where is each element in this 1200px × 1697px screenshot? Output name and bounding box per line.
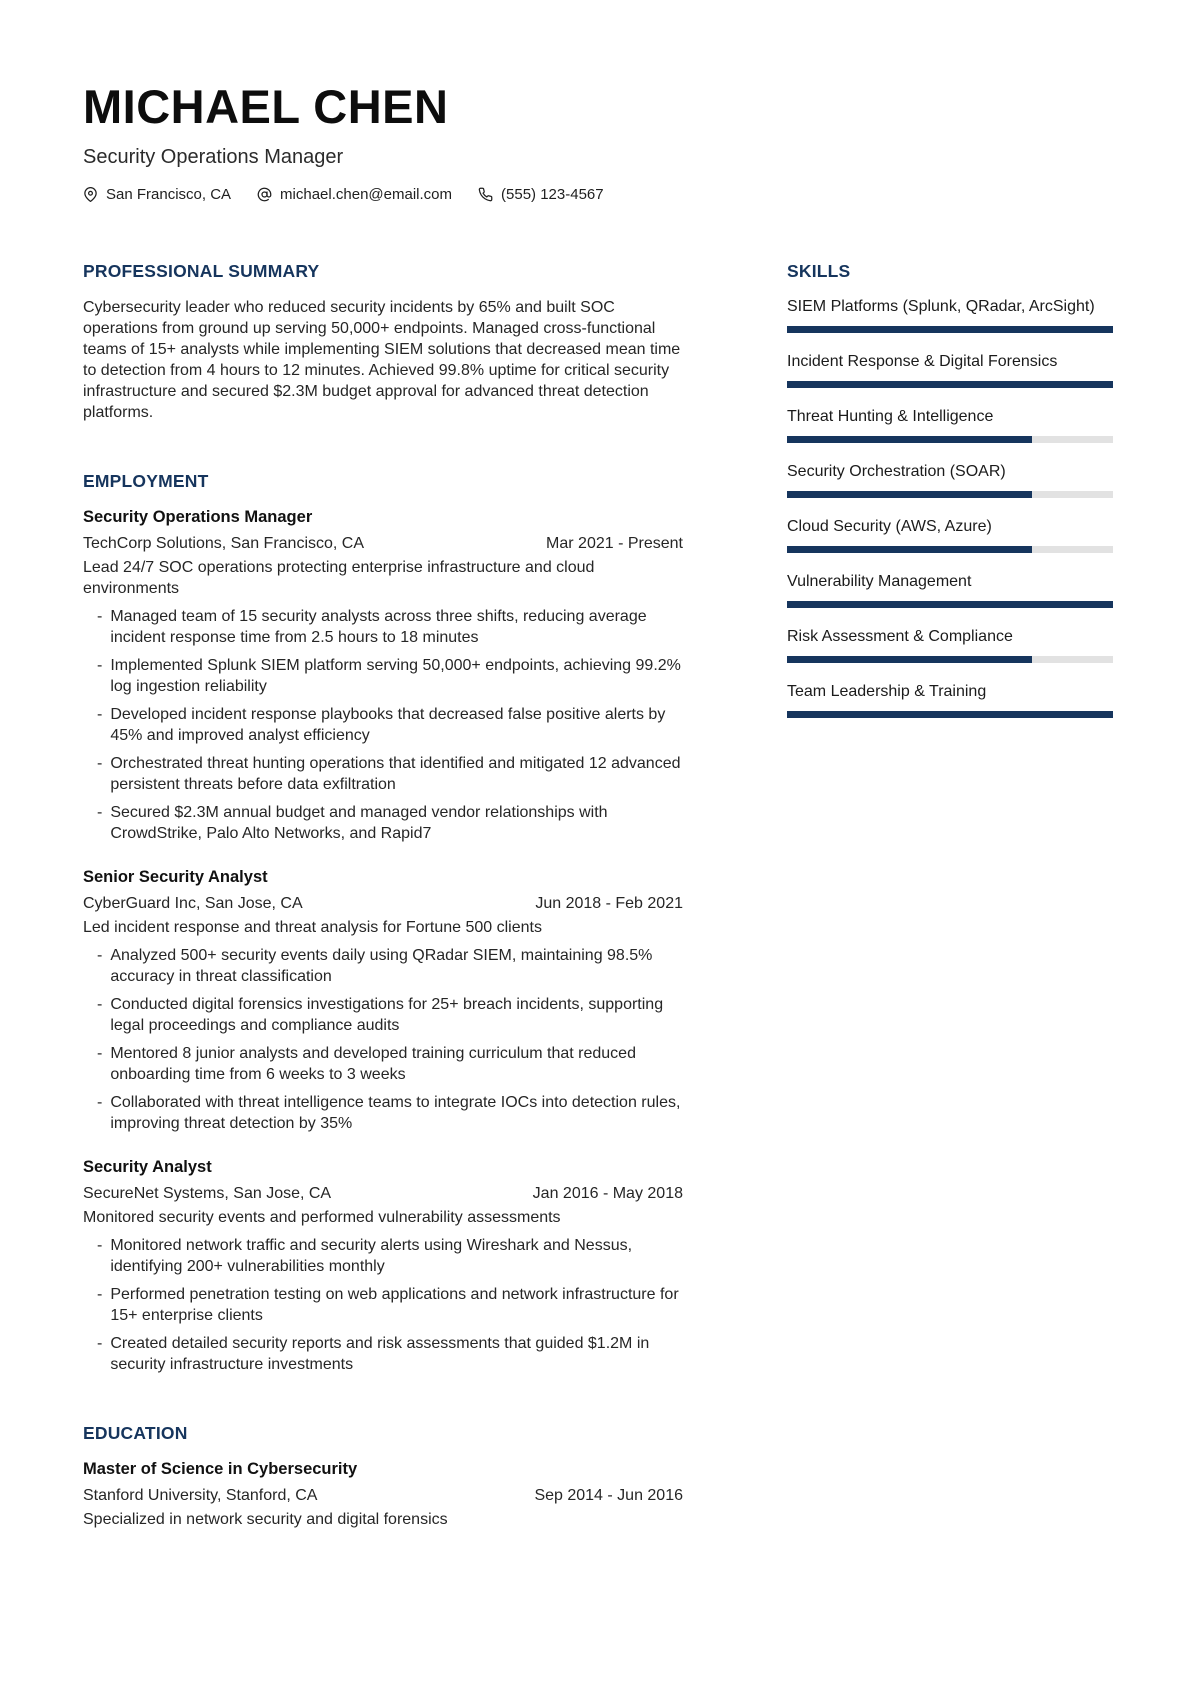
skill-item: [787, 297, 1113, 333]
skill-bar-fill: [787, 491, 1032, 498]
education-dates: Sep 2014 - Jun 2016: [534, 1487, 683, 1504]
education-degree: Master of Science in Cybersecurity: [83, 1460, 358, 1478]
skill-bar-track: [787, 601, 1113, 608]
bullet-dash: -: [97, 1286, 103, 1303]
skill-bar-fill: [787, 436, 1032, 443]
bullet-dash: -: [97, 1045, 103, 1062]
employment-section: [83, 471, 683, 1375]
job-title: Security Analyst: [83, 1158, 212, 1176]
person-job-title: Security Operations Manager: [83, 146, 344, 168]
job-entry: [83, 867, 683, 1134]
job-bullet: [97, 1333, 683, 1375]
job-bullet-list: [83, 606, 683, 844]
skill-item: [787, 407, 1113, 443]
job-bullet-text: Orchestrated threat hunting operations that identified and mitigated 12 advanced persistent threats before data exfiltration: [110, 755, 681, 793]
job-bullet: [97, 802, 683, 844]
job-bullet: [97, 994, 683, 1036]
bullet-dash: -: [97, 1094, 103, 1111]
education-heading: EDUCATION: [83, 1423, 188, 1443]
job-company: SecureNet Systems, San Jose, CA: [83, 1185, 332, 1202]
skill-label: Vulnerability Management: [787, 573, 972, 590]
skill-label: Cloud Security (AWS, Azure): [787, 518, 992, 535]
job-bullet: [97, 1235, 683, 1277]
job-title: Security Operations Manager: [83, 508, 313, 526]
right-column: [787, 261, 1113, 1530]
contact-email: [257, 186, 452, 203]
skill-label: SIEM Platforms (Splunk, QRadar, ArcSight): [787, 298, 1095, 315]
skill-bar-fill: [787, 381, 1113, 388]
skill-label: Security Orchestration (SOAR): [787, 463, 1006, 480]
job-bullet: [97, 704, 683, 746]
job-dates: Jan 2016 - May 2018: [532, 1185, 683, 1202]
job-bullet: [97, 606, 683, 648]
job-bullet-text: Created detailed security reports and risk assessments that guided $1.2M in security infrastructure investments: [110, 1335, 650, 1373]
skill-bar-track: [787, 436, 1113, 443]
skill-item: [787, 462, 1113, 498]
skill-bar-fill: [787, 601, 1113, 608]
left-column: [83, 261, 683, 1530]
job-bullet-text: Implemented Splunk SIEM platform serving 50,000+ endpoints, achieving 99.2% log ingestion reliability: [110, 657, 681, 695]
job-bullet-text: Analyzed 500+ security events daily using QRadar SIEM, maintaining 98.5% accuracy in threat classification: [110, 947, 653, 985]
phone-icon: [478, 187, 493, 202]
job-bullet-list: [83, 1235, 683, 1375]
skill-label: Incident Response & Digital Forensics: [787, 353, 1058, 370]
skill-item: [787, 517, 1113, 553]
skill-bar-track: [787, 656, 1113, 663]
job-dates: Mar 2021 - Present: [546, 535, 683, 552]
skill-label: Risk Assessment & Compliance: [787, 628, 1013, 645]
bullet-dash: -: [97, 1335, 103, 1352]
job-bullet-text: Managed team of 15 security analysts across three shifts, reducing average incident response time from 2.5 hours to 18 minutes: [110, 608, 647, 646]
job-description: Lead 24/7 SOC operations protecting enterprise infrastructure and cloud environments: [83, 559, 595, 597]
skill-bar-track: [787, 381, 1113, 388]
employment-heading: EMPLOYMENT: [83, 471, 209, 491]
skill-bar-track: [787, 546, 1113, 553]
bullet-dash: -: [97, 706, 103, 723]
skill-item: [787, 682, 1113, 718]
bullet-dash: -: [97, 1237, 103, 1254]
education-detail: Specialized in network security and digital forensics: [83, 1511, 448, 1528]
skill-label: Team Leadership & Training: [787, 683, 987, 700]
contact-phone-text: (555) 123-4567: [501, 186, 604, 203]
job-bullet-text: Secured $2.3M annual budget and managed vendor relationships with CrowdStrike, Palo Alto Networks, and Rapid7: [110, 804, 608, 842]
job-bullet-text: Collaborated with threat intelligence teams to integrate IOCs into detection rules, improving threat detection by 35%: [110, 1094, 681, 1132]
person-name: MICHAEL CHEN: [83, 80, 449, 133]
job-bullet-text: Performed penetration testing on web applications and network infrastructure for 15+ enterprise clients: [110, 1286, 679, 1324]
job-bullet: [97, 655, 683, 697]
skills-heading: SKILLS: [787, 261, 851, 281]
skill-item: [787, 572, 1113, 608]
skill-item: [787, 352, 1113, 388]
bullet-dash: -: [97, 804, 103, 821]
job-meta-row: [83, 1183, 683, 1204]
bullet-dash: -: [97, 657, 103, 674]
job-company: CyberGuard Inc, San Jose, CA: [83, 895, 303, 912]
skill-label: Threat Hunting & Intelligence: [787, 408, 994, 425]
job-bullet: [97, 1092, 683, 1134]
skill-bar-fill: [787, 711, 1113, 718]
job-dates: Jun 2018 - Feb 2021: [535, 895, 683, 912]
job-description: Led incident response and threat analysis for Fortune 500 clients: [83, 919, 542, 936]
job-bullet: [97, 753, 683, 795]
education-school: Stanford University, Stanford, CA: [83, 1487, 318, 1504]
skill-bar-track: [787, 491, 1113, 498]
bullet-dash: -: [97, 996, 103, 1013]
bullet-dash: -: [97, 608, 103, 625]
skill-bar-fill: [787, 326, 1113, 333]
education-section: [83, 1423, 683, 1530]
job-title: Senior Security Analyst: [83, 868, 268, 886]
job-bullet: [97, 1043, 683, 1085]
resume-header: [83, 82, 1113, 203]
job-bullet-text: Conducted digital forensics investigations for 25+ breach incidents, supporting legal proceedings and compliance audits: [110, 996, 664, 1034]
contact-phone: [478, 186, 604, 203]
skills-section: [787, 261, 1113, 718]
summary-text: Cybersecurity leader who reduced security incidents by 65% and built SOC operations from ground up serving 50,000+ endpoints. Managed cross-functional teams of 15+ analysts while implementing SIEM solutions that decreased mean time to detection from 4 hours to 12 minutes. Achieved 99.8% uptime for critical security infrastructure and secured $2.3M budget approval for advanced threat detection platforms.: [83, 299, 681, 421]
job-meta-row: [83, 533, 683, 554]
job-bullet-text: Mentored 8 junior analysts and developed training curriculum that reduced onboarding time from 6 weeks to 3 weeks: [110, 1045, 636, 1083]
skill-bar-fill: [787, 656, 1032, 663]
job-bullet-text: Developed incident response playbooks that decreased false positive alerts by 45% and improved analyst efficiency: [110, 706, 666, 744]
contact-row: [83, 186, 1113, 203]
contact-location: [83, 186, 231, 203]
job-bullet-text: Monitored network traffic and security alerts using Wireshark and Nessus, identifying 200+ vulnerabilities monthly: [110, 1237, 633, 1275]
skill-bar-fill: [787, 546, 1032, 553]
summary-heading: PROFESSIONAL SUMMARY: [83, 261, 320, 281]
skill-bar-track: [787, 711, 1113, 718]
bullet-dash: -: [97, 755, 103, 772]
at-sign-icon: [257, 187, 272, 202]
bullet-dash: -: [97, 947, 103, 964]
location-pin-icon: [83, 187, 98, 202]
job-meta-row: [83, 893, 683, 914]
skill-item: [787, 627, 1113, 663]
summary-section: [83, 261, 683, 423]
skill-bar-track: [787, 326, 1113, 333]
contact-location-text: San Francisco, CA: [106, 186, 232, 203]
contact-email-text: michael.chen@email.com: [280, 186, 453, 203]
job-bullet-list: [83, 945, 683, 1134]
content-columns: [83, 261, 1113, 1530]
job-bullet: [97, 1284, 683, 1326]
job-bullet: [97, 945, 683, 987]
job-description: Monitored security events and performed vulnerability assessments: [83, 1209, 561, 1226]
job-entry: [83, 507, 683, 844]
job-entry: [83, 1157, 683, 1375]
education-meta-row: [83, 1485, 683, 1506]
job-company: TechCorp Solutions, San Francisco, CA: [83, 535, 365, 552]
